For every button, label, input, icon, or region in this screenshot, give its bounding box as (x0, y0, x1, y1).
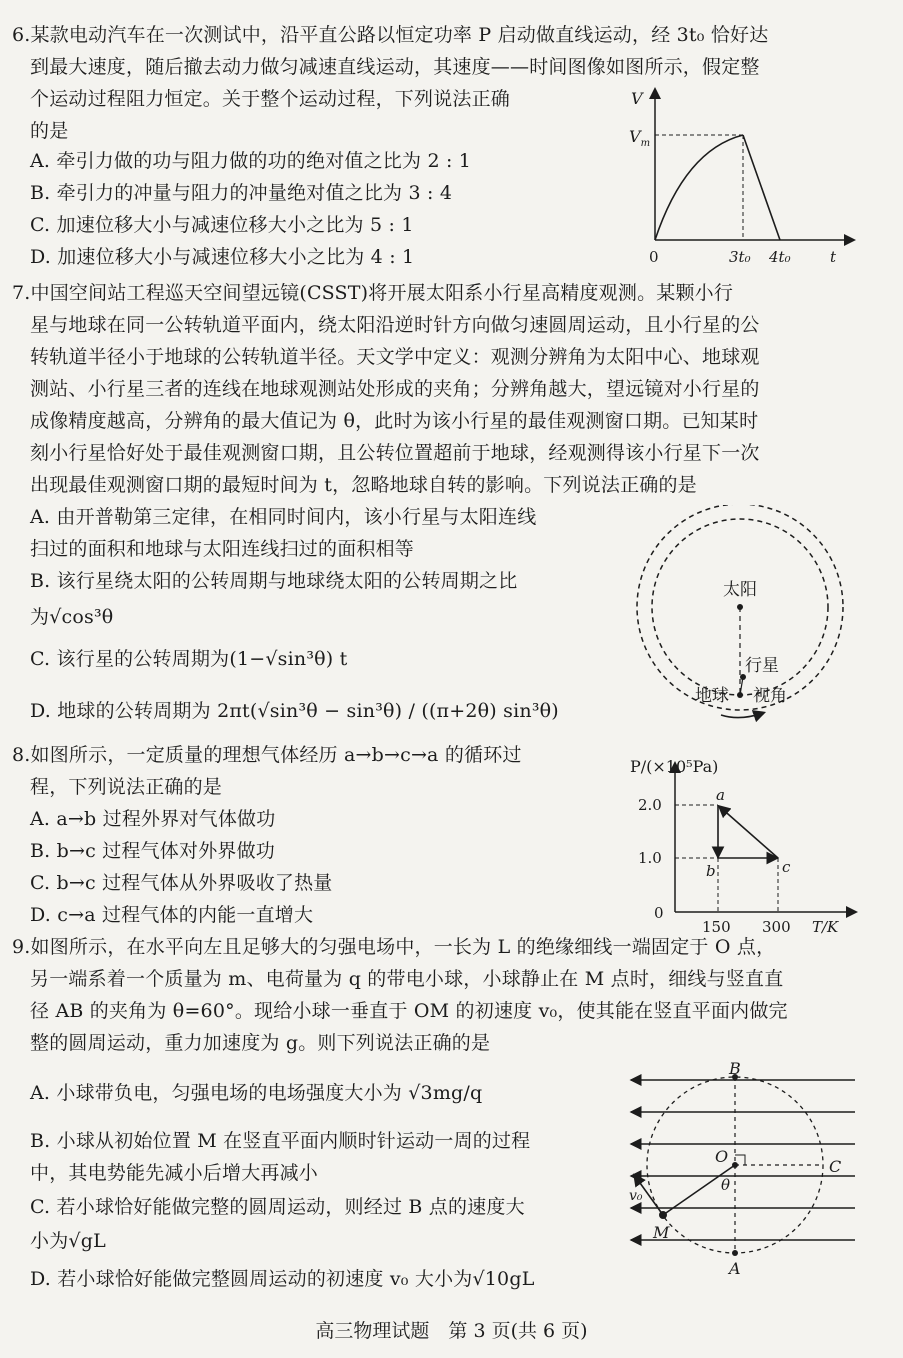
point-a-dot (732, 1250, 738, 1256)
q7-option-b-cont: 为√cos³θ (30, 606, 114, 628)
q7-stem-line: 星与地球在同一公转轨道平面内，绕太阳沿逆时针方向做匀速圆周运动，且小行星的公 (30, 314, 760, 336)
q8-option-c: C. b→c 过程气体从外界吸收了热量 (30, 872, 333, 894)
q7-stem-line: 转轨道半径小于地球的公转轨道半径。天文学中定义：观测分辨角为太阳中心、地球观 (30, 346, 760, 368)
q8-option-d: D. c→a 过程气体的内能一直增大 (30, 904, 314, 926)
q6-stem-line: 6.某款电动汽车在一次测试中，沿平直公路以恒定功率 P 启动做直线运动，经 3t₀ 恰好达 (12, 24, 769, 46)
label-v0: v₀ (629, 1188, 643, 1204)
orbit-direction-arrow (721, 713, 763, 718)
x-tick-300: 300 (762, 918, 791, 936)
q7-option-d: D. 地球的公转周期为 2πt(√sin³θ − sin³θ) / ((π+2θ) sin³θ) (30, 700, 559, 722)
deceleration-line (743, 135, 780, 240)
p-axis-label: P/(×10⁵Pa) (630, 757, 719, 776)
y-tick-2: 2.0 (638, 796, 662, 814)
earth-dot (737, 692, 743, 698)
label-a: A (729, 1259, 741, 1278)
view-angle-label: 视角 (753, 686, 787, 706)
process-c-a (720, 807, 778, 858)
q6-option-a: A. 牵引力做的功与阻力做的功的绝对值之比为 2 : 1 (30, 150, 472, 172)
q6-stem-line: 的是 (30, 120, 69, 142)
label-m: M (653, 1223, 670, 1242)
y-tick-1: 1.0 (638, 849, 662, 867)
point-b-label: b (706, 862, 716, 880)
point-o-dot (732, 1162, 738, 1168)
planet-label: 行星 (745, 656, 779, 676)
label-o: O (715, 1147, 729, 1166)
q9-option-c-cont: 小为√gL (30, 1230, 106, 1252)
q6-stem-line: 个运动过程阻力恒定。关于整个运动过程，下列说法正确 (30, 88, 511, 110)
ball-m (659, 1211, 667, 1219)
earth-label: 地球 (695, 686, 729, 706)
q6-option-b: B. 牵引力的冲量与阻力的冲量绝对值之比为 3 : 4 (30, 182, 453, 204)
q9-option-b-cont: 中，其电势能先减小后增大再减小 (30, 1162, 319, 1184)
t-axis-label: t (830, 248, 837, 266)
point-c-label: c (782, 858, 791, 876)
q9-option-c: C. 若小球恰好能做完整的圆周运动，则经过 B 点的速度大 (30, 1196, 525, 1218)
t-axis-label: T/K (812, 918, 839, 936)
orbit-figure (625, 505, 870, 730)
vt-graph (625, 80, 865, 275)
t3-label: 3t₀ (729, 248, 751, 266)
v-axis-label: V (631, 89, 643, 108)
field-circle-figure (625, 1060, 870, 1280)
q9-option-d: D. 若小球恰好能做完整圆周运动的初速度 v₀ 大小为√10gL (30, 1268, 535, 1290)
q8-option-a: A. a→b 过程外界对气体做功 (30, 808, 276, 830)
origin-label: 0 (649, 248, 659, 266)
q6-stem-line: 到最大速度，随后撤去动力做匀减速直线运动，其速度——时间图像如图所示，假定整 (30, 56, 760, 78)
label-theta: θ (721, 1176, 731, 1194)
sun-label: 太阳 (723, 580, 757, 600)
q9-stem-line: 整的圆周运动，重力加速度为 g。则下列说法正确的是 (30, 1032, 491, 1054)
q9-option-a: A. 小球带负电，匀强电场的电场强度大小为 √3mg/q (30, 1082, 483, 1104)
label-c: C (829, 1157, 842, 1176)
q7-option-a-cont: 扫过的面积和地球与太阳连线扫过的面积相等 (30, 538, 415, 560)
acceleration-curve (655, 135, 743, 240)
pt-graph (630, 750, 880, 938)
q6-option-c: C. 加速位移大小与减速位移大小之比为 5 : 1 (30, 214, 414, 236)
q8-option-b: B. b→c 过程气体对外界做功 (30, 840, 276, 862)
q9-stem-line: 径 AB 的夹角为 θ=60°。现给小球一垂直于 OM 的初速度 v₀，使其能在竖直平面内做完 (30, 1000, 788, 1022)
label-b: B (729, 1060, 741, 1078)
point-a-label: a (716, 786, 725, 804)
q7-stem-line: 刻小行星恰好处于最佳观测窗口期，且公转位置超前于地球，经观测得该小行星下一次 (30, 442, 760, 464)
q9-option-b: B. 小球从初始位置 M 在竖直平面内顺时针运动一周的过程 (30, 1130, 531, 1152)
q6-option-d: D. 加速位移大小与减速位移大小之比为 4 : 1 (30, 246, 415, 268)
page-footer: 高三物理试题 第 3 页(共 6 页) (315, 1320, 588, 1342)
x-tick-150: 150 (702, 918, 731, 936)
q8-stem-line: 8.如图所示，一定质量的理想气体经历 a→b→c→a 的循环过 (12, 744, 522, 766)
q7-stem-line: 7.中国空间站工程巡天空间望远镜(CSST)将开展太阳系小行星高精度观测。某颗小行 (12, 282, 734, 304)
q7-stem-line: 测站、小行星三者的连线在地球观测站处形成的夹角；分辨角越大，望远镜对小行星的 (30, 378, 760, 400)
q7-stem-line: 成像精度越高，分辨角的最大值记为 θ，此时为该小行星的最佳观测窗口期。已知某时 (30, 410, 759, 432)
q7-option-a: A. 由开普勒第三定律，在相同时间内，该小行星与太阳连线 (30, 506, 537, 528)
q8-stem-line: 程，下列说法正确的是 (30, 776, 223, 798)
y-tick-0: 0 (654, 904, 664, 922)
vm-label: $V_m$ (629, 127, 651, 149)
q7-option-b: B. 该行星绕太阳的公转周期与地球绕太阳的公转周期之比 (30, 570, 518, 592)
q9-stem-line: 9.如图所示，在水平向左且足够大的匀强电场中，一长为 L 的绝缘细线一端固定于 O 点， (12, 936, 776, 958)
q7-option-c: C. 该行星的公转周期为(1−√sin³θ) t (30, 648, 348, 670)
q7-stem-line: 出现最佳观测窗口期的最短时间为 t，忽略地球自转的影响。下列说法正确的是 (30, 474, 697, 496)
q9-stem-line: 另一端系着一个质量为 m、电荷量为 q 的带电小球，小球静止在 M 点时，细线与竖直直 (30, 968, 784, 990)
t4-label: 4t₀ (769, 248, 791, 266)
